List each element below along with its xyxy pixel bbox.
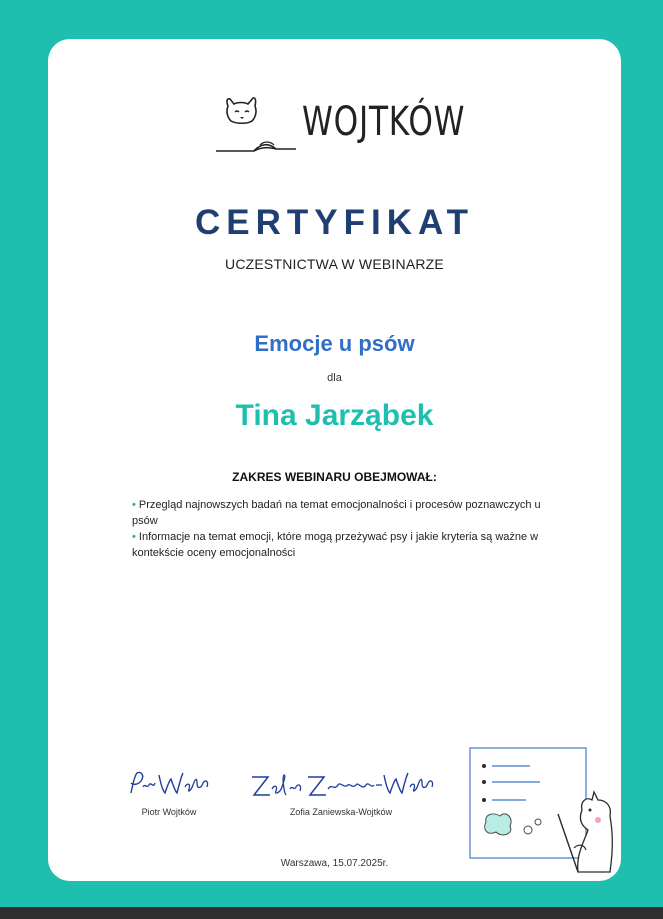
signature-block-2 xyxy=(238,767,444,817)
scope-item-text: Informacje na temat emocji, które mogą przeżywać psy i jakie kryteria są ważne w kontekście oceny emocjonalności xyxy=(132,531,539,559)
certificate-title: CERTYFIKAT xyxy=(194,203,475,242)
list-item xyxy=(132,497,564,529)
recipient-name: Tina Jarząbek xyxy=(235,399,434,432)
signature-piotr-wojtkow xyxy=(123,767,215,801)
bullet-icon: • xyxy=(132,531,136,543)
brand-name: WOJTKÓW xyxy=(302,99,466,145)
place-and-date: Warszawa, 15.07.2025r. xyxy=(280,858,389,869)
webinar-title: Emocje u psów xyxy=(254,331,415,356)
signatory-name: Zofia Zaniewska-Wojtków xyxy=(289,807,393,817)
signature-block-1 xyxy=(114,767,224,817)
for-label: dla xyxy=(327,372,342,384)
list-item xyxy=(132,529,564,561)
dog-with-book-logo-icon xyxy=(214,91,298,157)
scope-heading: ZAKRES WEBINARU OBEJMOWAŁ: xyxy=(232,470,437,484)
signatory-name: Piotr Wojtków xyxy=(141,807,197,817)
dog-presenting-board-illustration xyxy=(466,744,616,876)
scope-list xyxy=(132,497,564,561)
signature-zofia-zaniewska-wojtkow xyxy=(246,767,436,801)
scope-item-text: Przegląd najnowszych badań na temat emocjonalności i procesów poznawczych u psów xyxy=(132,499,541,527)
certificate-subtitle: UCZESTNICTWA W WEBINARZE xyxy=(225,256,444,272)
page-bottom-edge xyxy=(0,907,663,919)
bullet-icon: • xyxy=(132,499,136,511)
certificate-card xyxy=(48,39,621,881)
brand-logo xyxy=(214,91,466,157)
